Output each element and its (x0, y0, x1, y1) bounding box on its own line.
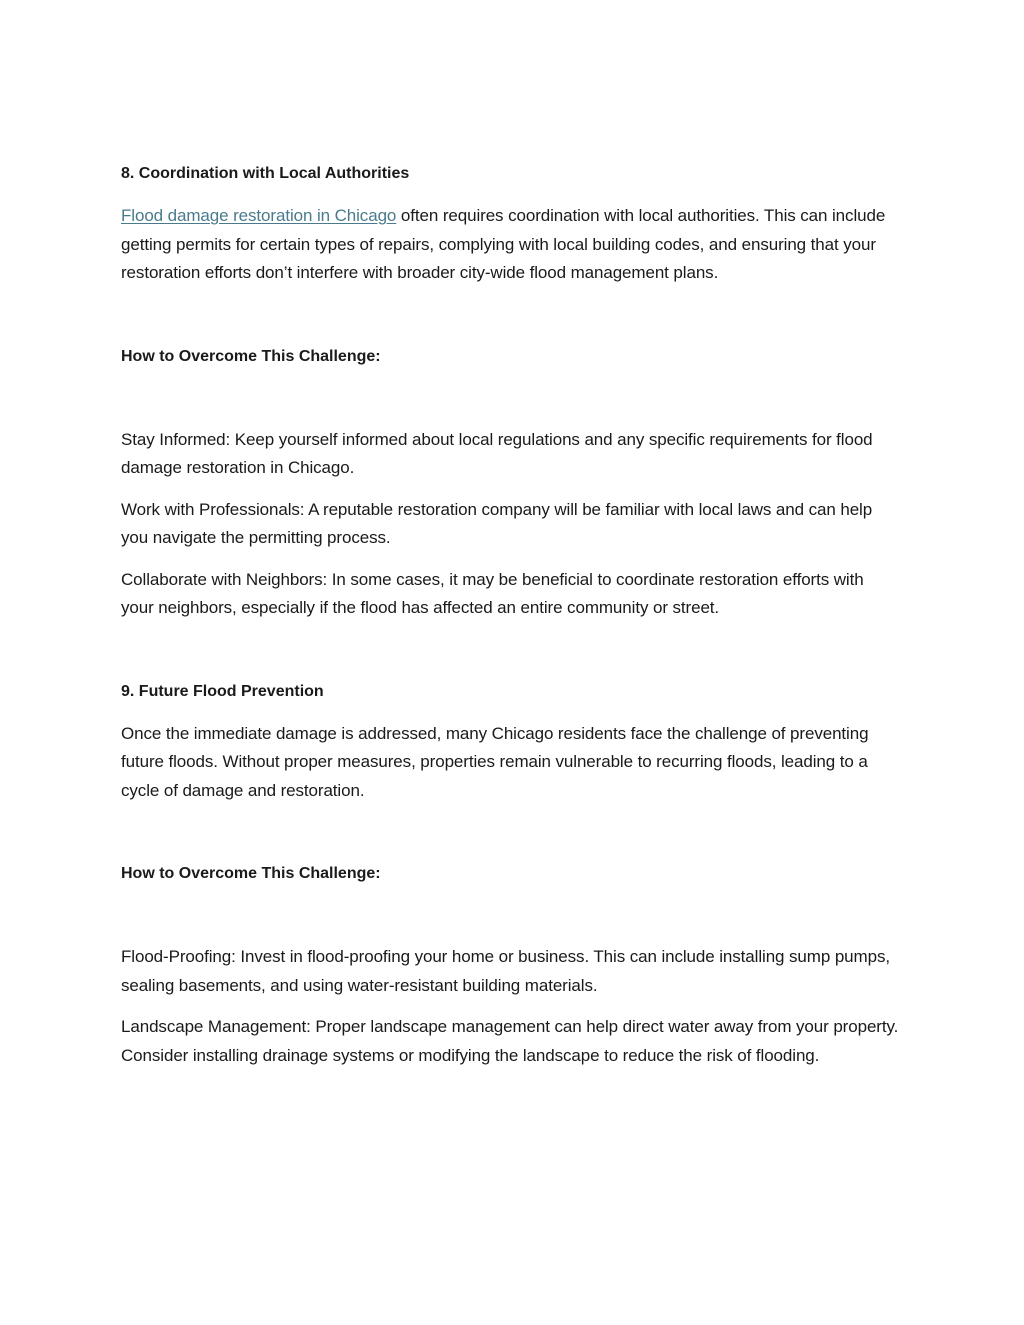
section-8-tip: Stay Informed: Keep yourself informed about local regulations and any specific requirements for flood damage restoration in Chicago. (121, 429, 873, 477)
section-9-tip: Flood-Proofing: Invest in flood-proofing your home or business. This can include installing sump pumps, sealing basements, and using water-resistant building materials. (121, 947, 890, 995)
flood-restoration-chicago-link[interactable]: Flood damage restoration in Chicago (121, 206, 397, 225)
section-8-intro (121, 202, 906, 288)
section-9-tip: Landscape Management: Proper landscape management can help direct water away from your property. Consider installing drainage systems or modifying the landscape to reduce the risk of flooding. (121, 1017, 899, 1065)
section-8-intro-text: often requires coordination with local authorities. This can include getting permits for certain types of repairs, complying with local building codes, and ensuring that your restoration efforts don’t interfere with broader city-wide flood management plans. (121, 206, 886, 282)
section-8-heading: 8. Coordination with Local Authorities (121, 165, 410, 182)
section-9-intro: Once the immediate damage is addressed, many Chicago residents face the challenge of preventing future floods. Without proper measures, properties remain vulnerable to recurring floods, leading to a cycle of damage and restoration. (121, 723, 869, 800)
section-8-tip: Work with Professionals: A reputable restoration company will be familiar with local laws and can help you navigate the permitting process. (121, 499, 873, 547)
section-9-overcome-heading: How to Overcome This Challenge: (121, 865, 381, 882)
section-9-heading: 9. Future Flood Prevention (121, 682, 324, 700)
section-8-tip: Collaborate with Neighbors: In some cases, it may be beneficial to coordinate restoration efforts with your neighbors, especially if the flood has affected an entire community or street. (121, 569, 864, 617)
section-8-overcome-heading: How to Overcome This Challenge: (121, 347, 381, 365)
document-page (121, 160, 911, 1070)
